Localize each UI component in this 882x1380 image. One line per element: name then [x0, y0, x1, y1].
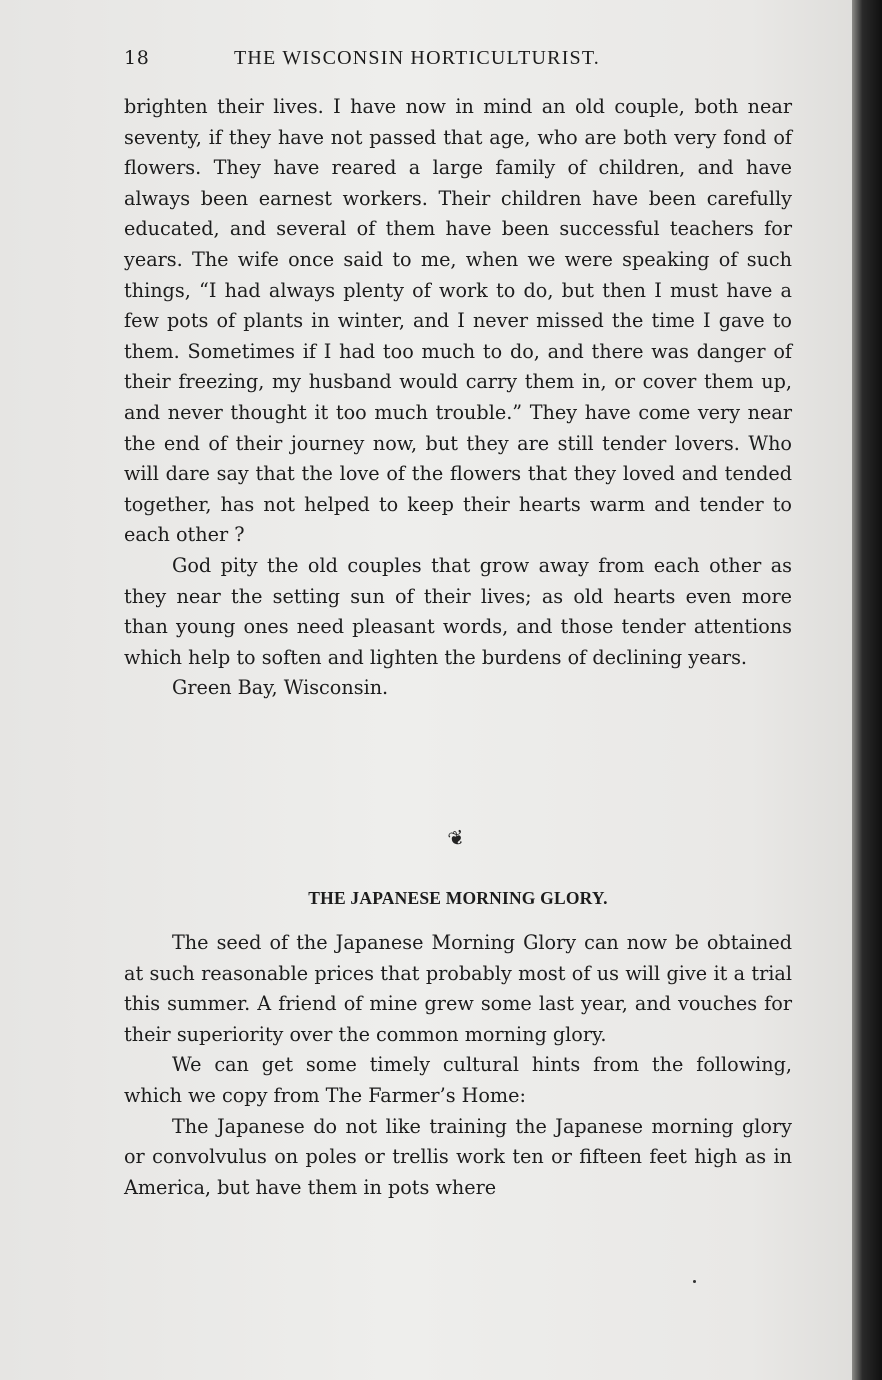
fleuron-icon: ❦	[445, 824, 468, 852]
signature-location: Green Bay, Wisconsin.	[172, 676, 389, 700]
page-number: 18	[124, 47, 150, 69]
book-spine-edge	[852, 0, 882, 1380]
print-speck	[693, 1280, 696, 1283]
page-header	[124, 47, 792, 75]
paragraph: The Japanese do not like training the Japanese morning glory or convolvulus on poles or trellis work ten or fifteen feet high as in America, but have them in pots where	[124, 1114, 792, 1199]
article-body	[124, 928, 792, 1203]
paragraph: We can get some timely cultural hints from the following, which we copy from The Farmer’s Home:	[124, 1053, 792, 1107]
paragraph: brighten their lives. I have now in mind an old couple, both near seventy, if they have not passed that age, who are both very fond of flowers. They have reared a large family of children, and have always been earnest workers. Their children have been carefully educated, and several of them have been successful teachers for years. The wife once said to me, when we were speaking of such things, “I had always plenty of work to do, but then I must have a few pots of plants in winter, and I never missed the time I gave to them. Sometimes if I had too much to do, and there was danger of their freezing, my husband would carry them in, or cover them up, and never thought it too much trouble.” They have come very near the end of their journey now, but they are still tender lovers. Who will dare say that the love of the flowers that they loved and tended together, has not helped to keep their hearts warm and tender to each other ?	[124, 95, 792, 547]
paragraph: God pity the old couples that grow away from each other as they near the setting sun of their lives; as old hearts even more than young ones need pleasant words, and those tender attentions which help to soften and lighten the burdens of declining years.	[124, 553, 792, 669]
paragraph: The seed of the Japanese Morning Glory can now be obtained at such reasonable prices that probably most of us will give it a trial this summer. A friend of mine grew some last year, and vouches for their superiority over the common morning glory.	[124, 931, 792, 1046]
article-continuation	[124, 92, 792, 704]
section-heading: THE JAPANESE MORNING GLORY.	[308, 888, 608, 908]
running-title: THE WISCONSIN HORTICULTURIST.	[234, 47, 601, 69]
